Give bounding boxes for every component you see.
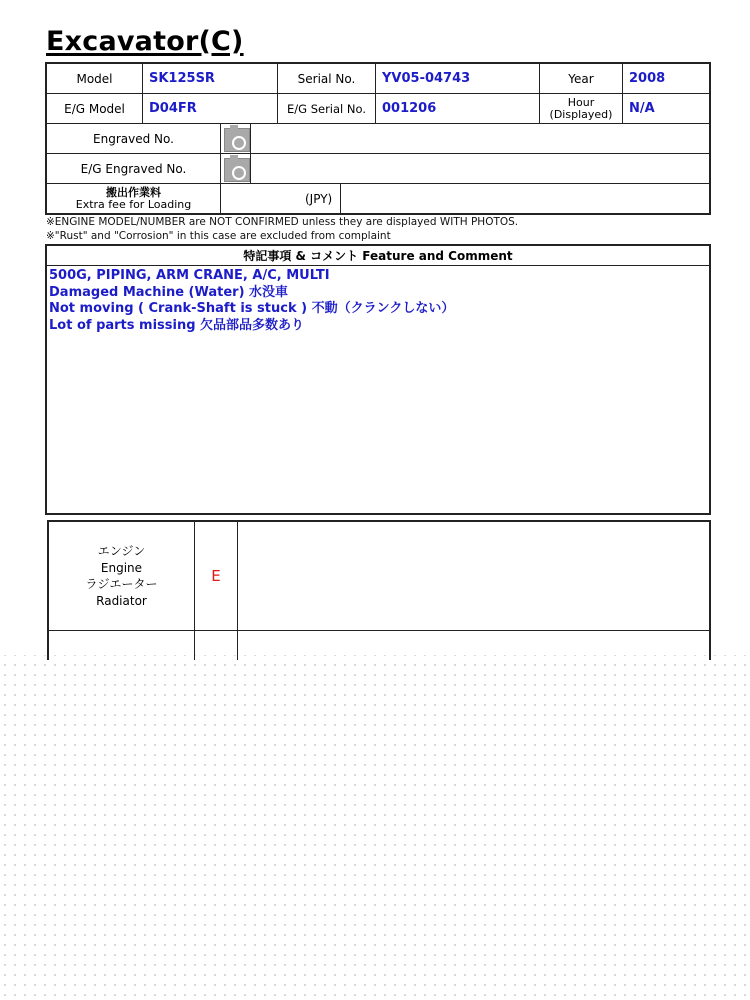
year-label: Year: [568, 71, 594, 86]
hour-value: N/A: [629, 101, 655, 116]
loading-fee-label-jp: 搬出作業料: [106, 186, 161, 199]
engine-radiator-label: [49, 522, 194, 630]
loading-fee-label-en: Extra fee for Loading: [75, 198, 192, 211]
camera-icon[interactable]: [224, 128, 250, 152]
serial-value: YV05-04743: [382, 71, 471, 86]
engine-grade: E: [211, 567, 221, 585]
comment-body: [49, 268, 454, 334]
engine-label-jp: エンジン: [97, 544, 146, 558]
eg-model-label: E/G Model: [64, 101, 125, 116]
radiator-label-en: Radiator: [96, 593, 147, 608]
comment-line: Not moving ( Crank-Shaft is stuck ) 不動（クランクしない）: [49, 301, 455, 316]
serial-label: Serial No.: [297, 71, 356, 86]
model-label: Model: [76, 71, 113, 86]
model-value: SK125SR: [149, 71, 215, 86]
spec-table: [45, 62, 711, 215]
background-dot-pattern: [0, 640, 750, 1000]
comment-header: 特記事項 & コメント Feature and Comment: [243, 249, 513, 263]
eg-serial-label: E/G Serial No.: [287, 101, 366, 116]
comment-line: Damaged Machine (Water) 水没車: [49, 284, 289, 300]
loading-fee-label: [47, 184, 220, 214]
hour-label: [540, 94, 622, 123]
currency-label: (JPY): [305, 192, 333, 206]
comment-box: [45, 244, 711, 515]
hour-label-line1: Hour: [567, 95, 595, 109]
note-engine-confirm: ※ENGINE MODEL/NUMBER are NOT CONFIRMED unless they are displayed WITH PHOTOS.: [46, 216, 519, 228]
year-value: 2008: [629, 71, 666, 86]
page-title: Excavator(C): [46, 26, 244, 57]
note-rust-exclusion: ※"Rust" and "Corrosion" in this case are excluded from complaint: [46, 230, 391, 242]
camera-icon[interactable]: [224, 158, 250, 182]
inspection-grid: [47, 520, 711, 660]
hour-label-line2: (Displayed): [549, 107, 613, 121]
eg-model-value: D04FR: [149, 101, 197, 116]
engine-label-en: Engine: [100, 560, 143, 575]
radiator-label-jp: ラジエーター: [85, 577, 158, 591]
comment-line: Lot of parts missing 欠品部品多数あり: [49, 317, 305, 333]
engraved-label: Engraved No.: [93, 131, 174, 146]
eg-serial-value: 001206: [382, 101, 437, 116]
comment-line: 500G, PIPING, ARM CRANE, A/C, MULTI: [49, 268, 330, 283]
eg-engraved-label: E/G Engraved No.: [80, 161, 187, 176]
